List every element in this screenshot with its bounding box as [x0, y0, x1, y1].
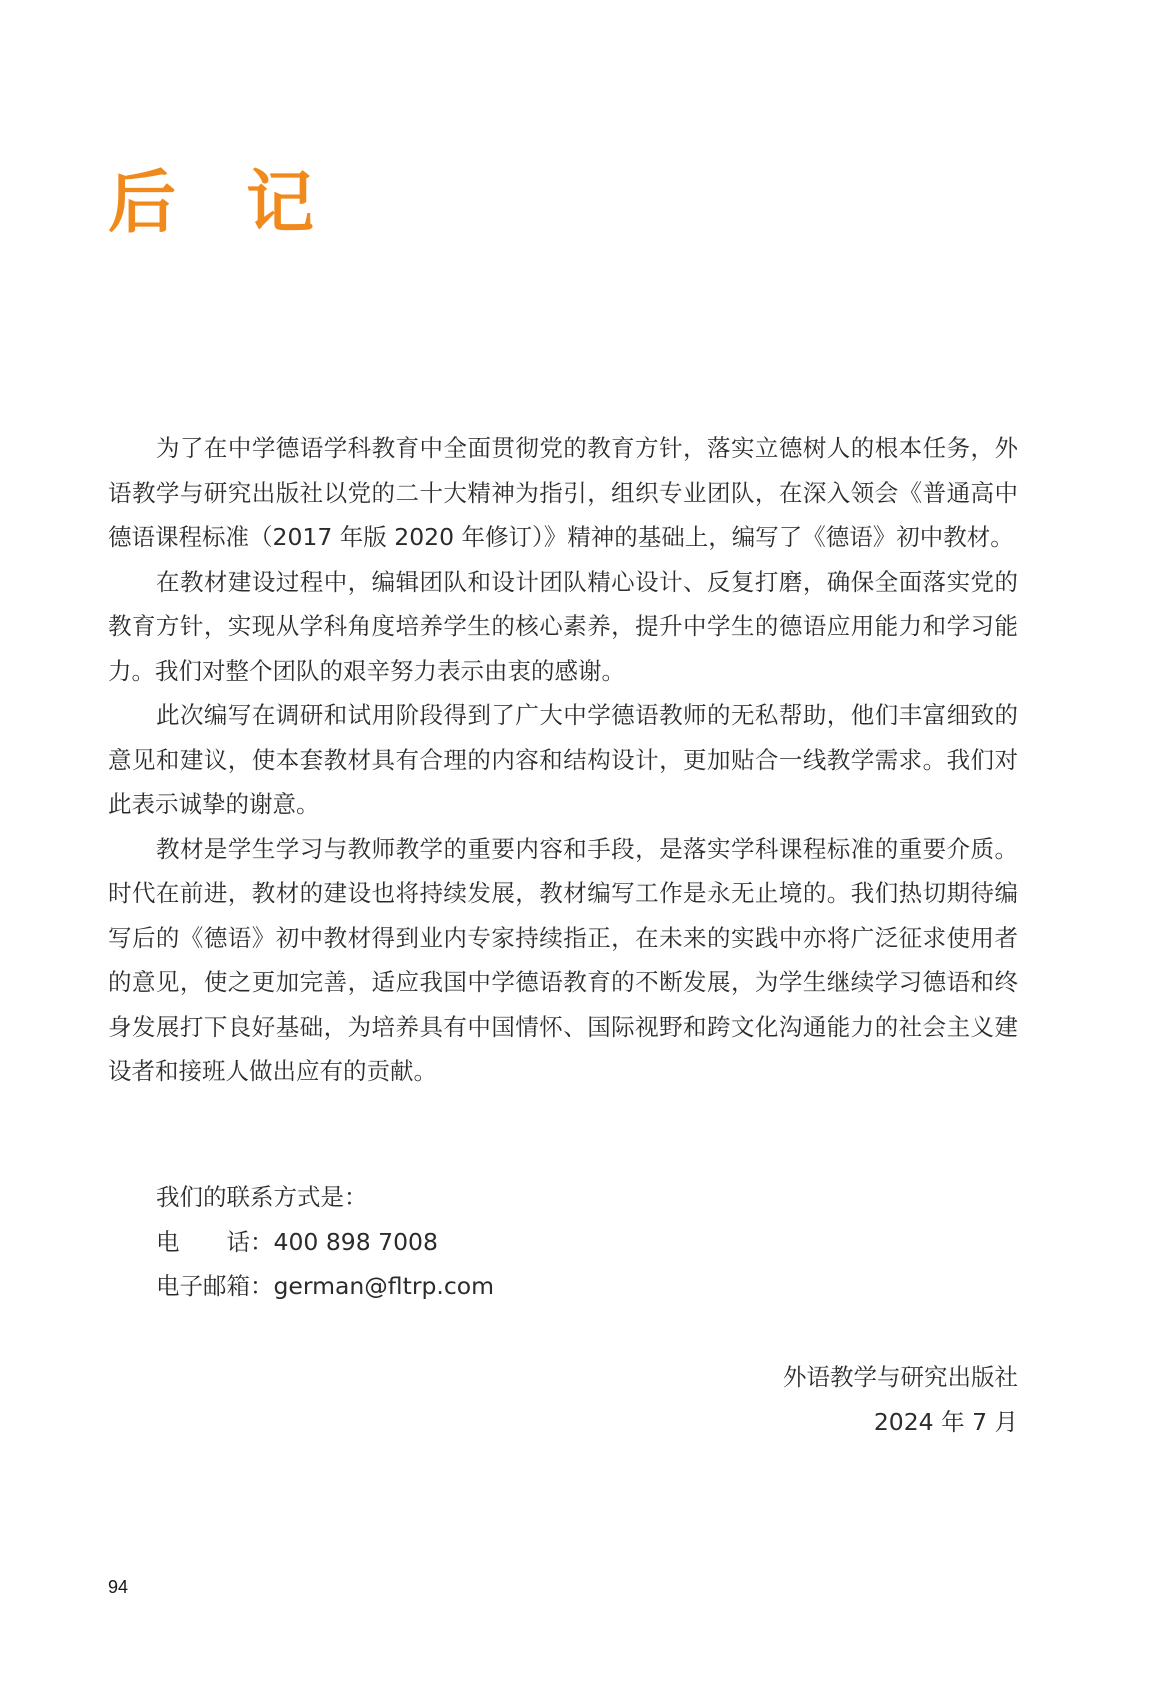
paragraph-4: 教材是学生学习与教师教学的重要内容和手段，是落实学科课程标准的重要介质。时代在前进，教材的建设也将持续发展，教材编写工作是永无止境的。我们热切期待编写后的《德语》初中教材得到业内专家持续指正，在未来的实践中亦将广泛征求使用者的意见，使之更加完善，适应我国中学德语教育的不断发展，为学生继续学习德语和终身发展打下良好基础，为培养具有中国情怀、国际视野和跨文化沟通能力的社会主义建设者和接班人做出应有的贡献。 [108, 834, 1018, 1085]
signature-date: 2024 年 7 月 [873, 1407, 1018, 1436]
contact-section [156, 1175, 494, 1309]
paragraph-2: 在教材建设过程中，编辑团队和设计团队精心设计、反复打磨，确保全面落实党的教育方针，实现从学科角度培养学生的核心素养，提升中学生的德语应用能力和学习能力。我们对整个团队的艰辛努力表示由衷的感谢。 [108, 567, 1018, 685]
page-title [108, 164, 315, 243]
title-char-1: 后 [108, 164, 177, 243]
title-char-2: 记 [246, 164, 315, 243]
signature [783, 1355, 1018, 1444]
contact-email-row [156, 1264, 494, 1309]
email-label: 电子邮箱： [156, 1272, 274, 1300]
contact-intro-text: 我们的联系方式是： [156, 1183, 368, 1211]
contact-phone-row [156, 1220, 494, 1265]
email-value: german@fltrp.com [273, 1272, 495, 1300]
page-number: 94 [108, 1577, 129, 1597]
body-text [108, 426, 1018, 1094]
paragraph-1: 为了在中学德语学科教育中全面贯彻党的教育方针，落实立德树人的根本任务，外语教学与研究出版社以党的二十大精神为指引，组织专业团队，在深入领会《普通高中德语课程标准（2017 年版 2020 年修订）》精神的基础上，编写了《德语》初中教材。 [108, 434, 1018, 551]
signature-publisher: 外语教学与研究出版社 [783, 1363, 1018, 1391]
phone-label: 电 话： [156, 1227, 274, 1256]
paragraph-3: 此次编写在调研和试用阶段得到了广大中学德语教师的无私帮助，他们丰富细致的意见和建议，使本套教材具有合理的内容和结构设计，更加贴合一线教学需求。我们对此表示诚挚的谢意。 [108, 701, 1018, 818]
phone-value: 400 898 7008 [273, 1227, 438, 1256]
contact-intro [156, 1175, 494, 1220]
